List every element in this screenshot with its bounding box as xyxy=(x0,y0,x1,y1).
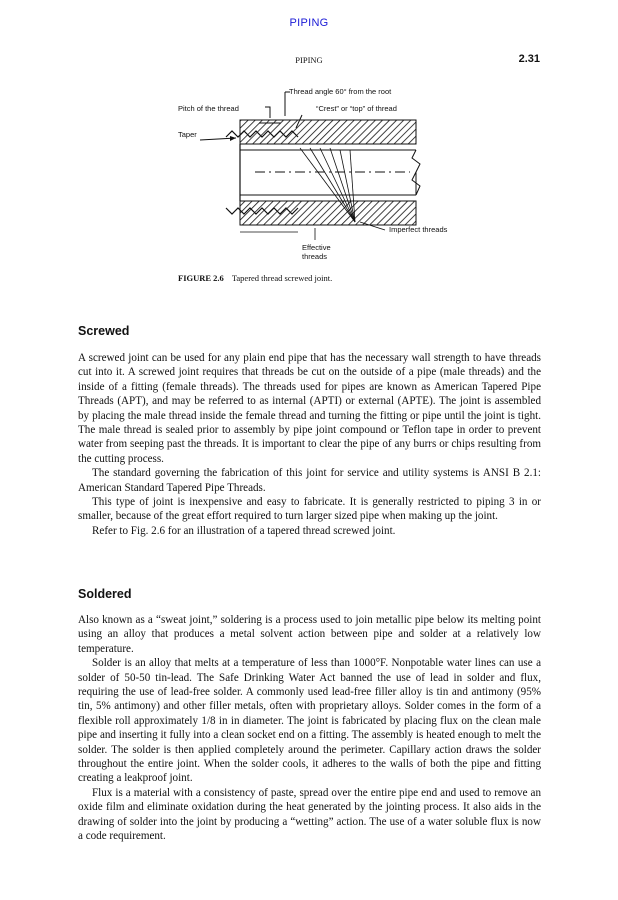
paragraph: A screwed joint can be used for any plain end pipe that has the necessary wall strength to have threads cut into it. A screwed joint requires that threads be cut on the outside of a pipe (male threads) and the inside of a fitting (female threads). The threads used for pipes are known as American Tapered Pipe Threads (APT), and may be referred to as internal (APTI) or external (APTE). The joint is assembled by placing the male thread inside the female thread and turning the fitting or pipe until the joint is tight. The male thread is sealed prior to assembly by pipe joint compound or Teflon tape in order to prevent water from seeping past the threads. It is important to clear the pipe of any burrs or chips resulting from the cutting process. xyxy=(78,352,541,465)
label-taper: Taper xyxy=(178,130,197,139)
paragraph: Also known as a “sweat joint,” soldering is a process used to join metallic pipe below its melting point using an alloy that produces a metal solvent action between pipe and solder at a relatively low temperature. xyxy=(78,614,541,655)
paragraph: Flux is a material with a consistency of paste, spread over the entire pipe end and used to remove an oxide film and eliminate oxidation during the heat generated by the jointing process. It also aids in the drawing of solder into the joint by producing a “wetting” action. The use of a water soluble flux is now a code requirement. xyxy=(78,786,541,843)
figure-caption-text: Tapered thread screwed joint. xyxy=(231,273,333,283)
figure-caption-label: FIGURE 2.6 xyxy=(178,273,224,283)
figure-tapered-thread-joint xyxy=(0,0,618,300)
section-body-soldered xyxy=(78,613,541,844)
label-effective-line2: threads xyxy=(302,252,328,261)
label-pitch: Pitch of the thread xyxy=(178,104,239,113)
section-title-soldered: Soldered xyxy=(78,587,132,601)
top-piping-link[interactable]: PIPING xyxy=(289,17,329,29)
label-effective-line1: Effective xyxy=(302,243,331,252)
label-thread-angle: Thread angle 60° from the root xyxy=(289,87,392,96)
running-head: PIPING xyxy=(295,55,323,65)
paragraph: Solder is an alloy that melts at a temperature of less than 1000°F. Nonpotable water lines can use a solder of 50-50 tin-lead. The Safe Drinking Water Act banned the use of lead in solder and flux, requiring the use of lead-free solder. A commonly used lead-free filler alloy is tin and antimony (95% tin, 5% antimony) and other filler metals, often with proprietary alloys. Solder comes in the form of a flexible roll approximately 1/8 in in diameter. The joint is fabricated by placing flux on the clean male pipe and inserting it fully into a clean socket end on a fitting. The assembly is heated enough to melt the solder. The solder is then applied completely around the perimeter. Capillary action draws the solder throughout the entire joint. When the solder cools, it adheres to the walls of both the pipe and fitting creating a leakproof joint. xyxy=(78,657,541,785)
page-number: 2.31 xyxy=(518,53,540,65)
paragraph: The standard governing the fabrication of this joint for service and utility systems is ANSI B 2.1: American Standard Tapered Pipe Threads. xyxy=(78,467,541,494)
paragraph: This type of joint is inexpensive and easy to fabricate. It is generally restricted to piping 3 in or smaller, because of the great effort required to turn larger sized pipe when making up the joint. xyxy=(78,496,541,523)
section-title-screwed: Screwed xyxy=(78,324,130,338)
figure-caption xyxy=(178,273,332,283)
label-crest: “Crest” or “top” of thread xyxy=(316,104,397,113)
label-imperfect-threads: Imperfect threads xyxy=(389,225,448,234)
section-body-screwed xyxy=(78,351,541,538)
paragraph: Refer to Fig. 2.6 for an illustration of a tapered thread screwed joint. xyxy=(92,524,396,537)
